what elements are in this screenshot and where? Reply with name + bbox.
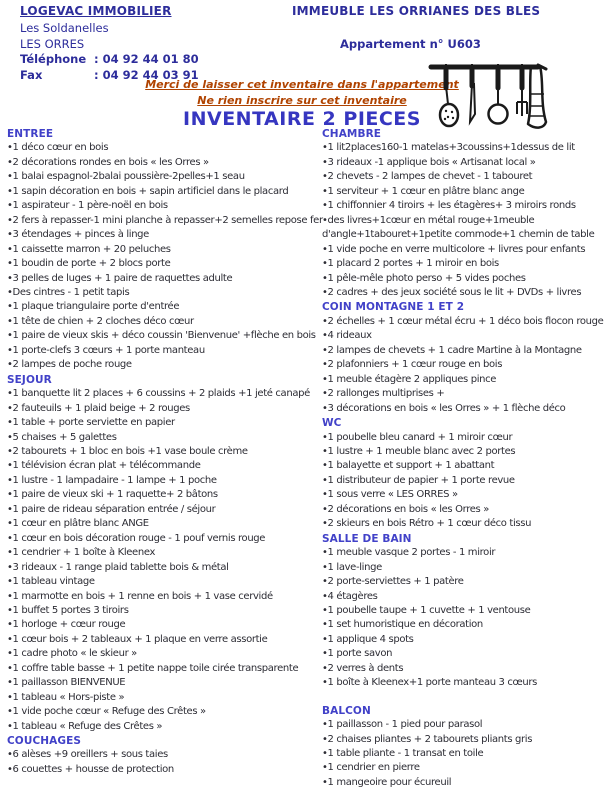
inventory-item: •Des cintres - 1 petit tapis bbox=[7, 286, 130, 298]
section-heading: CHAMBRE bbox=[322, 128, 382, 140]
company-name: LOGEVAC IMMOBILIER bbox=[20, 4, 172, 18]
apartment-number: Appartement n° U603 bbox=[340, 37, 481, 51]
inventory-item: •1 horloge + cœur rouge bbox=[7, 619, 126, 631]
inventory-item: •1 lustre + 1 meuble blanc avec 2 portes bbox=[322, 445, 516, 457]
section-heading: COIN MONTAGNE 1 ET 2 bbox=[322, 301, 465, 314]
inventory-item: •1 buffet 5 portes 3 tiroirs bbox=[7, 604, 129, 616]
residence-name: Les Soldanelles bbox=[20, 21, 109, 35]
inventory-item: •1 meuble étagère 2 appliques pince bbox=[322, 373, 497, 385]
inventory-item: •2 lampes de poche rouge bbox=[7, 359, 132, 371]
inventory-item: •1 marmotte en bois + 1 renne en bois + 1 vase cervidé bbox=[7, 590, 273, 602]
inventory-item: •1 vide poche cœur « Refuge des Crêtes » bbox=[7, 706, 206, 718]
fax-sep: : bbox=[94, 68, 99, 82]
phone-sep: : bbox=[94, 52, 99, 66]
inventory-item: •6 alèses +9 oreillers + sous taies bbox=[7, 749, 168, 761]
notice-leave-inventory: Merci de laisser cet inventaire dans l'appartement bbox=[145, 78, 459, 91]
inventory-item: •1 caissette marron + 20 peluches bbox=[7, 243, 171, 255]
inventory-item: •1 paire de vieux ski + 1 raquette+ 2 bâtons bbox=[7, 489, 218, 501]
phone-number: 04 92 44 01 80 bbox=[102, 52, 199, 66]
inventory-item: •1 paire de vieux skis + déco coussin 'Bienvenue' +flèche en bois bbox=[7, 330, 316, 342]
inventory-item: •1 meuble vasque 2 portes - 1 miroir bbox=[322, 547, 496, 559]
inventory-item: •1 porte-clefs 3 cœurs + 1 porte manteau bbox=[7, 344, 205, 356]
inventory-item: •1 tête de chien + 2 cloches déco cœur bbox=[7, 315, 194, 327]
inventory-item: •1 balai espagnol-2balai poussière-2pelles+1 seau bbox=[7, 171, 245, 183]
page-title: INVENTAIRE 2 PIECES bbox=[183, 108, 421, 130]
inventory-item: •5 chaises + 5 galettes bbox=[7, 431, 117, 443]
inventory-item: •1 lave-linge bbox=[322, 561, 382, 573]
inventory-item: •2 décorations rondes en bois « les Orres » bbox=[7, 156, 209, 168]
inventory-item: •1 paire de rideau séparation entrée / séjour bbox=[7, 503, 216, 515]
inventory-item: •1 poubelle bleu canard + 1 miroir cœur bbox=[322, 431, 513, 443]
inventory-item: •2 lampes de chevets + 1 cadre Martine à la Montagne bbox=[322, 344, 582, 356]
inventory-item: •2 porte-serviettes + 1 patère bbox=[322, 576, 464, 588]
inventory-item: •1 poubelle taupe + 1 cuvette + 1 ventouse bbox=[322, 604, 531, 616]
inventory-item: •2 verres à dents bbox=[322, 662, 404, 674]
inventory-item: •1 placard 2 portes + 1 miroir en bois bbox=[322, 258, 499, 270]
inventory-item: •1 déco cœur en bois bbox=[7, 142, 109, 154]
inventory-item: •1 balayette et support + 1 abattant bbox=[322, 460, 495, 472]
fax-number: 04 92 44 03 91 bbox=[102, 68, 199, 82]
city-name: LES ORRES bbox=[20, 37, 85, 51]
inventory-item: •2 rallonges multiprises + bbox=[322, 388, 445, 400]
inventory-item: •2 plafonniers + 1 cœur rouge en bois bbox=[322, 359, 503, 371]
inventory-item: •1 chiffonnier 4 tiroirs + les étagères+ 3 miroirs ronds bbox=[322, 200, 576, 212]
inventory-item: •4 étagères bbox=[322, 590, 378, 602]
inventory-item: •2 skieurs en bois Rétro + 1 cœur déco tissu bbox=[322, 518, 532, 530]
inventory-item: •1 télévision écran plat + télécommande bbox=[7, 460, 201, 472]
section-heading: BALCON bbox=[322, 704, 371, 717]
inventory-item: •3 étendages + pinces à linge bbox=[7, 229, 149, 241]
inventory-item: •1 applique 4 spots bbox=[322, 633, 414, 645]
inventory-item: •1 table + porte serviette en papier bbox=[7, 417, 175, 429]
inventory-item: •1 cendrier + 1 boîte à Kleenex bbox=[7, 547, 156, 559]
inventory-item: •1 cœur en bois décoration rouge - 1 pouf vernis rouge bbox=[7, 532, 266, 544]
section-heading: SALLE DE BAIN bbox=[322, 532, 412, 545]
building-name: IMMEUBLE LES ORRIANES DES BLES bbox=[292, 4, 541, 18]
inventory-item: •1 distributeur de papier + 1 porte revue bbox=[322, 474, 515, 486]
inventory-item: •4 rideaux bbox=[322, 330, 372, 342]
inventory-item: •1 cendrier en pierre bbox=[322, 762, 420, 774]
inventory-item: •1 tableau « Hors-piste » bbox=[7, 691, 125, 703]
notice-do-not-write: Ne rien inscrire sur cet inventaire bbox=[197, 94, 407, 107]
inventory-item: •1 tableau vintage bbox=[7, 576, 95, 588]
inventory-item: •1 aspirateur - 1 père-noël en bois bbox=[7, 200, 168, 212]
inventory-item: •3 rideaux - 1 range plaid tablette bois & métal bbox=[7, 561, 229, 573]
inventory-item: •1 cadre photo « le skieur » bbox=[7, 648, 137, 660]
inventory-item: •1 mangeoire pour écureuil bbox=[322, 776, 452, 788]
inventory-item: •1 banquette lit 2 places + 6 coussins + 2 plaids +1 jeté canapé bbox=[7, 388, 310, 400]
fax-label: Fax bbox=[20, 68, 43, 82]
inventory-item: •1 paillasson - 1 pied pour parasol bbox=[322, 719, 483, 731]
section-heading: WC bbox=[322, 417, 342, 430]
inventory-item: •1 serviteur + 1 cœur en plâtre blanc ange bbox=[322, 185, 525, 197]
inventory-item: •1 vide poche en verre multicolore + livres pour enfants bbox=[322, 243, 586, 255]
inventory-item: •2 fauteuils + 1 plaid beige + 2 rouges bbox=[7, 402, 190, 414]
section-heading: ENTREE bbox=[7, 128, 54, 140]
inventory-item: •1 cœur en plâtre blanc ANGE bbox=[7, 518, 149, 530]
inventory-item: •2 chevets - 2 lampes de chevet - 1 tabouret bbox=[322, 171, 533, 183]
inventory-item: •6 couettes + housse de protection bbox=[7, 763, 174, 775]
phone-label: Téléphone bbox=[20, 52, 87, 66]
inventory-item: •des livres+1cœur en métal rouge+1meuble d'angle+1tabouret+1petite commode+1 chemin de table bbox=[322, 214, 595, 241]
inventory-item: •2 tabourets + 1 bloc en bois +1 vase boule crème bbox=[7, 445, 248, 457]
right-column bbox=[322, 127, 610, 790]
inventory-item: •1 lit2places160-1 matelas+3coussins+1dessus de lit bbox=[322, 142, 575, 154]
inventory-item: •3 rideaux -1 applique bois « Artisanat local » bbox=[322, 156, 536, 168]
inventory-item: •1 plaque triangulaire porte d'entrée bbox=[7, 301, 180, 313]
inventory-item: •1 table pliante - 1 transat en toile bbox=[322, 748, 484, 760]
left-column bbox=[7, 127, 323, 777]
inventory-item: •1 boudin de porte + 2 blocs porte bbox=[7, 258, 171, 270]
section-heading: SEJOUR bbox=[7, 373, 52, 386]
inventory-item: •1 lustre - 1 lampadaire - 1 lampe + 1 poche bbox=[7, 474, 217, 486]
inventory-item: •1 porte savon bbox=[322, 648, 393, 660]
inventory-item: •2 cadres + des jeux société sous le lit + DVDs + livres bbox=[322, 286, 582, 298]
inventory-item: •1 paillasson BIENVENUE bbox=[7, 677, 126, 689]
inventory-item: •1 cœur bois + 2 tableaux + 1 plaque en verre assortie bbox=[7, 633, 268, 645]
inventory-item: •1 sapin décoration en bois + sapin artificiel dans le placard bbox=[7, 185, 289, 197]
inventory-item: •1 tableau « Refuge des Crêtes » bbox=[7, 720, 163, 732]
inventory-item: •2 fers à repasser-1 mini planche à repasser+2 semelles repose fer bbox=[7, 214, 323, 226]
inventory-item: •1 set humoristique en décoration bbox=[322, 619, 483, 631]
inventory-item: •2 chaises pliantes + 2 tabourets pliants gris bbox=[322, 733, 533, 745]
phone-line bbox=[20, 52, 199, 66]
inventory-item: •3 décorations en bois « les Orres » + 1 flèche déco bbox=[322, 402, 566, 414]
inventory-item: •2 échelles + 1 cœur métal écru + 1 déco bois flocon rouge bbox=[322, 315, 604, 327]
inventory-item: •1 pêle-mêle photo perso + 5 vides poches bbox=[322, 272, 526, 284]
section-heading: COUCHAGES bbox=[7, 735, 82, 748]
inventory-item: •2 décorations en bois « les Orres » bbox=[322, 503, 490, 515]
inventory-item: •1 boîte à Kleenex+1 porte manteau 3 cœurs bbox=[322, 677, 538, 689]
inventory-item: •1 sous verre « LES ORRES » bbox=[322, 489, 458, 501]
inventory-item: •3 pelles de luges + 1 paire de raquettes adulte bbox=[7, 272, 233, 284]
inventory-item: •1 coffre table basse + 1 petite nappe toile cirée transparente bbox=[7, 662, 299, 674]
